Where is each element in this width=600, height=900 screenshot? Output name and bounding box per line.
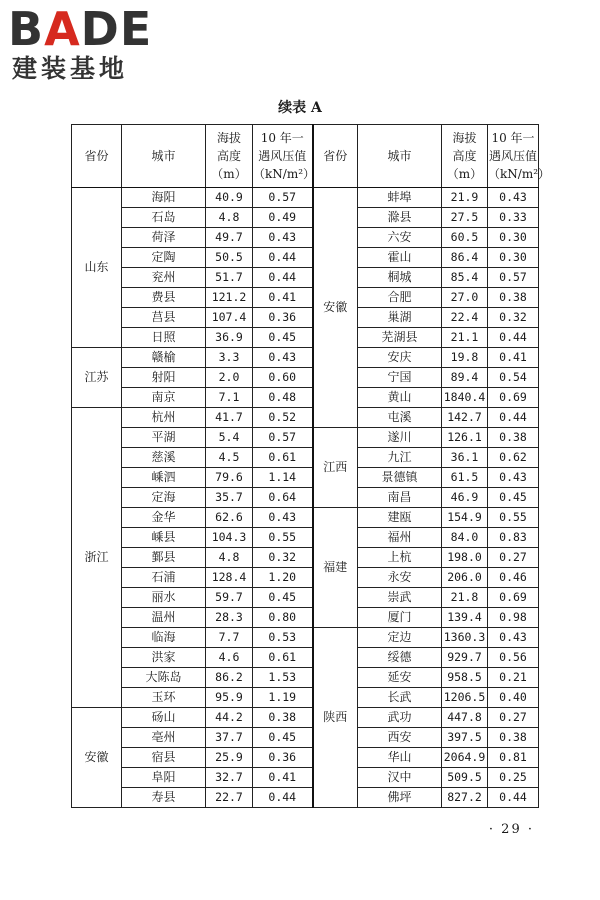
table-row bbox=[72, 348, 539, 368]
province-cell: 安徽 bbox=[313, 188, 358, 428]
table-row bbox=[72, 228, 539, 248]
table-row bbox=[72, 448, 539, 468]
altitude-cell: 37.7 bbox=[206, 728, 253, 748]
city-cell: 崇武 bbox=[358, 588, 442, 608]
altitude-cell: 7.1 bbox=[206, 388, 253, 408]
wind-pressure-cell: 0.45 bbox=[253, 588, 313, 608]
wind-pressure-cell: 0.32 bbox=[253, 548, 313, 568]
altitude-cell: 19.8 bbox=[442, 348, 488, 368]
logo-letter-b: B bbox=[8, 2, 45, 56]
altitude-cell: 95.9 bbox=[206, 688, 253, 708]
table-row bbox=[72, 688, 539, 708]
altitude-cell: 50.5 bbox=[206, 248, 253, 268]
header-row bbox=[72, 125, 539, 188]
header-province-right: 省份 bbox=[313, 125, 358, 188]
city-cell: 长武 bbox=[358, 688, 442, 708]
wind-pressure-cell: 0.38 bbox=[488, 428, 539, 448]
table-row bbox=[72, 788, 539, 808]
province-cell: 福建 bbox=[313, 508, 358, 628]
altitude-cell: 4.8 bbox=[206, 208, 253, 228]
table-row bbox=[72, 588, 539, 608]
table-row bbox=[72, 368, 539, 388]
altitude-cell: 4.5 bbox=[206, 448, 253, 468]
province-cell: 安徽 bbox=[72, 708, 122, 808]
wind-pressure-cell: 0.32 bbox=[488, 308, 539, 328]
table-row bbox=[72, 528, 539, 548]
city-cell: 嵊泗 bbox=[122, 468, 206, 488]
wind-pressure-cell: 0.41 bbox=[488, 348, 539, 368]
city-cell: 武功 bbox=[358, 708, 442, 728]
altitude-cell: 40.9 bbox=[206, 188, 253, 208]
table-row bbox=[72, 328, 539, 348]
city-cell: 金华 bbox=[122, 508, 206, 528]
wind-pressure-cell: 0.44 bbox=[488, 788, 539, 808]
city-cell: 南京 bbox=[122, 388, 206, 408]
altitude-cell: 121.2 bbox=[206, 288, 253, 308]
city-cell: 佛坪 bbox=[358, 788, 442, 808]
city-cell: 定陶 bbox=[122, 248, 206, 268]
wind-pressure-cell: 0.69 bbox=[488, 388, 539, 408]
wind-pressure-cell: 0.53 bbox=[253, 628, 313, 648]
table-row bbox=[72, 408, 539, 428]
city-cell: 西安 bbox=[358, 728, 442, 748]
altitude-cell: 27.5 bbox=[442, 208, 488, 228]
wind-pressure-cell: 0.38 bbox=[488, 288, 539, 308]
altitude-cell: 4.6 bbox=[206, 648, 253, 668]
wind-pressure-cell: 0.80 bbox=[253, 608, 313, 628]
altitude-cell: 51.7 bbox=[206, 268, 253, 288]
wind-pressure-cell: 0.45 bbox=[253, 328, 313, 348]
wind-pressure-cell: 0.30 bbox=[488, 248, 539, 268]
table-row bbox=[72, 668, 539, 688]
altitude-cell: 3.3 bbox=[206, 348, 253, 368]
altitude-cell: 25.9 bbox=[206, 748, 253, 768]
altitude-cell: 126.1 bbox=[442, 428, 488, 448]
wind-pressure-cell: 0.98 bbox=[488, 608, 539, 628]
altitude-cell: 60.5 bbox=[442, 228, 488, 248]
wind-pressure-table bbox=[71, 124, 551, 808]
city-cell: 荷泽 bbox=[122, 228, 206, 248]
city-cell: 屯溪 bbox=[358, 408, 442, 428]
logo-letter-a: A bbox=[44, 2, 81, 56]
logo-subtitle: 建装基地 bbox=[12, 54, 129, 83]
wind-pressure-cell: 0.27 bbox=[488, 548, 539, 568]
city-cell: 杭州 bbox=[122, 408, 206, 428]
table-row bbox=[72, 548, 539, 568]
city-cell: 宿县 bbox=[122, 748, 206, 768]
wind-pressure-cell: 0.57 bbox=[488, 268, 539, 288]
altitude-cell: 27.0 bbox=[442, 288, 488, 308]
altitude-cell: 5.4 bbox=[206, 428, 253, 448]
city-cell: 黄山 bbox=[358, 388, 442, 408]
wind-pressure-cell: 0.45 bbox=[253, 728, 313, 748]
altitude-cell: 958.5 bbox=[442, 668, 488, 688]
city-cell: 桐城 bbox=[358, 268, 442, 288]
city-cell: 石岛 bbox=[122, 208, 206, 228]
wind-pressure-cell: 0.64 bbox=[253, 488, 313, 508]
province-cell: 陕西 bbox=[313, 628, 358, 808]
table-title: 续表 A bbox=[278, 100, 322, 116]
city-cell: 安庆 bbox=[358, 348, 442, 368]
city-cell: 建瓯 bbox=[358, 508, 442, 528]
city-cell: 延安 bbox=[358, 668, 442, 688]
altitude-cell: 206.0 bbox=[442, 568, 488, 588]
altitude-cell: 104.3 bbox=[206, 528, 253, 548]
wind-pressure-cell: 0.43 bbox=[253, 228, 313, 248]
city-cell: 玉环 bbox=[122, 688, 206, 708]
wind-pressure-cell: 1.19 bbox=[253, 688, 313, 708]
wind-pressure-cell: 0.27 bbox=[488, 708, 539, 728]
city-cell: 六安 bbox=[358, 228, 442, 248]
altitude-cell: 1360.3 bbox=[442, 628, 488, 648]
wind-pressure-cell: 0.44 bbox=[488, 328, 539, 348]
province-cell: 江苏 bbox=[72, 348, 122, 408]
altitude-cell: 1206.5 bbox=[442, 688, 488, 708]
bade-logo bbox=[8, 4, 178, 84]
altitude-cell: 21.1 bbox=[442, 328, 488, 348]
city-cell: 南昌 bbox=[358, 488, 442, 508]
city-cell: 海阳 bbox=[122, 188, 206, 208]
table-row bbox=[72, 508, 539, 528]
altitude-cell: 59.7 bbox=[206, 588, 253, 608]
altitude-cell: 35.7 bbox=[206, 488, 253, 508]
table-row bbox=[72, 428, 539, 448]
altitude-cell: 22.7 bbox=[206, 788, 253, 808]
wind-pressure-cell: 0.61 bbox=[253, 448, 313, 468]
city-cell: 滁县 bbox=[358, 208, 442, 228]
altitude-cell: 41.7 bbox=[206, 408, 253, 428]
wind-pressure-cell: 1.14 bbox=[253, 468, 313, 488]
wind-pressure-cell: 1.53 bbox=[253, 668, 313, 688]
wind-pressure-cell: 0.57 bbox=[253, 188, 313, 208]
altitude-cell: 85.4 bbox=[442, 268, 488, 288]
table-row bbox=[72, 768, 539, 788]
city-cell: 绥德 bbox=[358, 648, 442, 668]
wind-pressure-cell: 0.81 bbox=[488, 748, 539, 768]
city-cell: 射阳 bbox=[122, 368, 206, 388]
altitude-cell: 128.4 bbox=[206, 568, 253, 588]
city-cell: 九江 bbox=[358, 448, 442, 468]
wind-pressure-cell: 0.55 bbox=[253, 528, 313, 548]
altitude-cell: 397.5 bbox=[442, 728, 488, 748]
city-cell: 定边 bbox=[358, 628, 442, 648]
altitude-cell: 84.0 bbox=[442, 528, 488, 548]
header-altitude-left: 海拔 高度 （m） bbox=[206, 125, 253, 188]
province-cell: 山东 bbox=[72, 188, 122, 348]
altitude-cell: 827.2 bbox=[442, 788, 488, 808]
altitude-cell: 139.4 bbox=[442, 608, 488, 628]
city-cell: 福州 bbox=[358, 528, 442, 548]
wind-pressure-cell: 0.36 bbox=[253, 308, 313, 328]
table-row bbox=[72, 488, 539, 508]
city-cell: 霍山 bbox=[358, 248, 442, 268]
table-row bbox=[72, 208, 539, 228]
wind-pressure-cell: 0.44 bbox=[253, 788, 313, 808]
wind-pressure-cell: 0.69 bbox=[488, 588, 539, 608]
city-cell: 遂川 bbox=[358, 428, 442, 448]
city-cell: 巢湖 bbox=[358, 308, 442, 328]
table-row bbox=[72, 748, 539, 768]
logo-wordmark bbox=[8, 4, 152, 54]
wind-pressure-cell: 0.60 bbox=[253, 368, 313, 388]
city-cell: 赣榆 bbox=[122, 348, 206, 368]
city-cell: 寿县 bbox=[122, 788, 206, 808]
city-cell: 华山 bbox=[358, 748, 442, 768]
wind-pressure-cell: 0.43 bbox=[253, 508, 313, 528]
table-row bbox=[72, 388, 539, 408]
city-cell: 砀山 bbox=[122, 708, 206, 728]
province-cell: 江西 bbox=[313, 428, 358, 508]
wind-pressure-cell: 1.20 bbox=[253, 568, 313, 588]
table-row bbox=[72, 708, 539, 728]
wind-pressure-cell: 0.33 bbox=[488, 208, 539, 228]
wind-pressure-cell: 0.46 bbox=[488, 568, 539, 588]
altitude-cell: 86.4 bbox=[442, 248, 488, 268]
city-cell: 阜阳 bbox=[122, 768, 206, 788]
wind-pressure-cell: 0.43 bbox=[488, 188, 539, 208]
altitude-cell: 32.7 bbox=[206, 768, 253, 788]
city-cell: 大陈岛 bbox=[122, 668, 206, 688]
wind-pressure-cell: 0.54 bbox=[488, 368, 539, 388]
table-row bbox=[72, 188, 539, 208]
city-cell: 宁国 bbox=[358, 368, 442, 388]
altitude-cell: 79.6 bbox=[206, 468, 253, 488]
altitude-cell: 447.8 bbox=[442, 708, 488, 728]
wind-pressure-cell: 0.44 bbox=[253, 268, 313, 288]
wind-pressure-cell: 0.30 bbox=[488, 228, 539, 248]
altitude-cell: 929.7 bbox=[442, 648, 488, 668]
city-cell: 厦门 bbox=[358, 608, 442, 628]
city-cell: 芜湖县 bbox=[358, 328, 442, 348]
table-body bbox=[72, 188, 539, 808]
city-cell: 丽水 bbox=[122, 588, 206, 608]
altitude-cell: 7.7 bbox=[206, 628, 253, 648]
wind-pressure-cell: 0.43 bbox=[488, 468, 539, 488]
wind-pressure-cell: 0.43 bbox=[488, 628, 539, 648]
wind-pressure-cell: 0.21 bbox=[488, 668, 539, 688]
altitude-cell: 21.9 bbox=[442, 188, 488, 208]
wind-pressure-cell: 0.62 bbox=[488, 448, 539, 468]
wind-pressure-cell: 0.41 bbox=[253, 288, 313, 308]
city-cell: 临海 bbox=[122, 628, 206, 648]
city-cell: 兖州 bbox=[122, 268, 206, 288]
city-cell: 嵊县 bbox=[122, 528, 206, 548]
city-cell: 上杭 bbox=[358, 548, 442, 568]
table-row bbox=[72, 248, 539, 268]
altitude-cell: 61.5 bbox=[442, 468, 488, 488]
table-row bbox=[72, 608, 539, 628]
wind-pressure-cell: 0.61 bbox=[253, 648, 313, 668]
table-row bbox=[72, 648, 539, 668]
altitude-cell: 142.7 bbox=[442, 408, 488, 428]
city-cell: 温州 bbox=[122, 608, 206, 628]
altitude-cell: 198.0 bbox=[442, 548, 488, 568]
altitude-cell: 107.4 bbox=[206, 308, 253, 328]
altitude-cell: 46.9 bbox=[442, 488, 488, 508]
table-row bbox=[72, 268, 539, 288]
altitude-cell: 2064.9 bbox=[442, 748, 488, 768]
altitude-cell: 4.8 bbox=[206, 548, 253, 568]
altitude-cell: 49.7 bbox=[206, 228, 253, 248]
logo-letters-de: DE bbox=[80, 2, 153, 56]
city-cell: 石浦 bbox=[122, 568, 206, 588]
altitude-cell: 62.6 bbox=[206, 508, 253, 528]
table-row bbox=[72, 568, 539, 588]
table-row bbox=[72, 288, 539, 308]
table-row bbox=[72, 308, 539, 328]
wind-pressure-cell: 0.36 bbox=[253, 748, 313, 768]
altitude-cell: 1840.4 bbox=[442, 388, 488, 408]
wind-pressure-cell: 0.38 bbox=[488, 728, 539, 748]
header-province-left: 省份 bbox=[72, 125, 122, 188]
wind-pressure-cell: 0.83 bbox=[488, 528, 539, 548]
wind-pressure-cell: 0.25 bbox=[488, 768, 539, 788]
city-cell: 莒县 bbox=[122, 308, 206, 328]
altitude-cell: 22.4 bbox=[442, 308, 488, 328]
wind-pressure-cell: 0.57 bbox=[253, 428, 313, 448]
altitude-cell: 86.2 bbox=[206, 668, 253, 688]
altitude-cell: 509.5 bbox=[442, 768, 488, 788]
wind-pressure-cell: 0.41 bbox=[253, 768, 313, 788]
wind-pressure-cell: 0.44 bbox=[488, 408, 539, 428]
header-city-left: 城市 bbox=[122, 125, 206, 188]
wind-pressure-cell: 0.40 bbox=[488, 688, 539, 708]
altitude-cell: 2.0 bbox=[206, 368, 253, 388]
wind-pressure-cell: 0.49 bbox=[253, 208, 313, 228]
page-number: · 29 · bbox=[488, 822, 534, 837]
wind-pressure-cell: 0.43 bbox=[253, 348, 313, 368]
wind-pressure-cell: 0.38 bbox=[253, 708, 313, 728]
wind-pressure-cell: 0.52 bbox=[253, 408, 313, 428]
city-cell: 景德镇 bbox=[358, 468, 442, 488]
city-cell: 日照 bbox=[122, 328, 206, 348]
header-pressure-right: 10 年一 遇风压值 （kN/m²） bbox=[488, 125, 539, 188]
wind-pressure-cell: 0.44 bbox=[253, 248, 313, 268]
altitude-cell: 28.3 bbox=[206, 608, 253, 628]
wind-pressure-cell: 0.56 bbox=[488, 648, 539, 668]
altitude-cell: 44.2 bbox=[206, 708, 253, 728]
city-cell: 永安 bbox=[358, 568, 442, 588]
table-row bbox=[72, 628, 539, 648]
city-cell: 汉中 bbox=[358, 768, 442, 788]
table-row bbox=[72, 468, 539, 488]
header-pressure-left: 10 年一 遇风压值 （kN/m²） bbox=[253, 125, 313, 188]
city-cell: 鄞县 bbox=[122, 548, 206, 568]
table-row bbox=[72, 728, 539, 748]
city-cell: 平湖 bbox=[122, 428, 206, 448]
city-cell: 费县 bbox=[122, 288, 206, 308]
altitude-cell: 154.9 bbox=[442, 508, 488, 528]
wind-pressure-cell: 0.48 bbox=[253, 388, 313, 408]
city-cell: 洪家 bbox=[122, 648, 206, 668]
altitude-cell: 21.8 bbox=[442, 588, 488, 608]
city-cell: 蚌埠 bbox=[358, 188, 442, 208]
city-cell: 慈溪 bbox=[122, 448, 206, 468]
altitude-cell: 89.4 bbox=[442, 368, 488, 388]
altitude-cell: 36.9 bbox=[206, 328, 253, 348]
city-cell: 亳州 bbox=[122, 728, 206, 748]
province-cell: 浙江 bbox=[72, 408, 122, 708]
header-city-right: 城市 bbox=[358, 125, 442, 188]
city-cell: 合肥 bbox=[358, 288, 442, 308]
header-altitude-right: 海拔 高度 （m） bbox=[442, 125, 488, 188]
wind-pressure-cell: 0.55 bbox=[488, 508, 539, 528]
altitude-cell: 36.1 bbox=[442, 448, 488, 468]
wind-pressure-cell: 0.45 bbox=[488, 488, 539, 508]
city-cell: 定海 bbox=[122, 488, 206, 508]
